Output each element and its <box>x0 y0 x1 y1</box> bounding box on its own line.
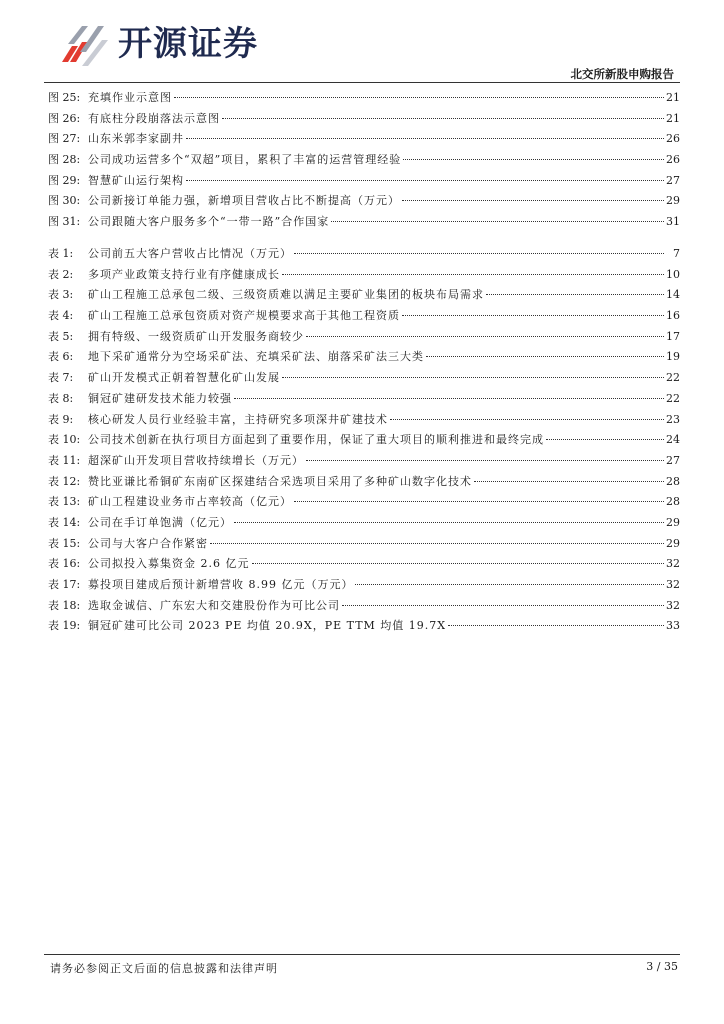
toc-entry-title: 超深矿山开发项目营收持续增长（万元） <box>88 453 304 467</box>
toc-entry-label: 表 16: <box>48 557 81 571</box>
toc-entry-title: 公司在手订单饱满（亿元） <box>88 515 232 529</box>
toc-entry[interactable] <box>48 191 680 212</box>
toc-entry-title: 矿山工程施工总承包资质对资产规模要求高于其他工程资质 <box>88 309 400 323</box>
toc-leader-dots <box>402 200 664 201</box>
toc-leader-dots <box>210 543 664 544</box>
toc-entry-label: 表 4: <box>48 309 74 323</box>
toc-entry-page: 27 <box>666 173 680 187</box>
toc-entry-title: 公司与大客户合作紧密 <box>88 536 208 550</box>
toc-entry-page: 24 <box>666 433 680 447</box>
toc-entry-label: 表 19: <box>48 619 81 633</box>
toc-entry[interactable] <box>48 616 680 637</box>
toc-entry-page: 22 <box>666 371 680 385</box>
toc-entry[interactable] <box>48 129 680 150</box>
toc-entry[interactable] <box>48 389 680 410</box>
toc-leader-dots <box>403 159 664 160</box>
toc-entry-page: 23 <box>666 412 680 426</box>
toc-entry-page: 14 <box>666 288 680 302</box>
toc-entry[interactable] <box>48 492 680 513</box>
toc-leader-dots <box>282 377 664 378</box>
toc-entry-label: 表 9: <box>48 412 74 426</box>
toc-entry-title: 选取金诚信、广东宏大和交建股份作为可比公司 <box>88 598 340 612</box>
toc-entry-label: 表 8: <box>48 391 74 405</box>
toc-leader-dots <box>448 625 664 626</box>
toc-entry-page: 16 <box>666 309 680 323</box>
toc-entry-label: 表 1: <box>48 247 74 260</box>
toc-entry-title: 核心研发人员行业经验丰富，主持研究多项深井矿建技术 <box>88 412 388 426</box>
toc-entry[interactable] <box>48 285 680 306</box>
toc-entry-label: 表 14: <box>48 515 81 529</box>
toc-entry-page: 27 <box>666 453 680 467</box>
toc-entry-page: 29 <box>666 536 680 550</box>
toc-entry-page: 17 <box>666 329 680 343</box>
toc-entry-label: 表 3: <box>48 288 74 302</box>
footer-disclaimer: 请务必参阅正文后面的信息披露和法律声明 <box>50 962 278 975</box>
toc-entry-label: 图 27: <box>48 132 81 146</box>
toc-leader-dots <box>306 460 664 461</box>
toc-entry[interactable] <box>48 327 680 348</box>
toc-entry-title: 多项产业政策支持行业有序健康成长 <box>88 267 280 281</box>
toc-entry-title: 公司拟投入募集资金 2.6 亿元 <box>88 557 250 571</box>
toc-entry[interactable] <box>48 430 680 451</box>
toc-entry-label: 表 5: <box>48 329 74 343</box>
brand-logo-icon <box>58 22 118 70</box>
page-number: 3 / 35 <box>646 960 678 973</box>
toc-entry-title: 有底柱分段崩落法示意图 <box>88 111 220 125</box>
toc-leader-dots <box>282 274 664 275</box>
toc-entry-page: 29 <box>666 194 680 208</box>
toc-entry-page: 29 <box>666 515 680 529</box>
report-type: 北交所新股申购报告 <box>570 67 674 81</box>
toc-entry-page: 33 <box>666 619 680 633</box>
toc-entry[interactable] <box>48 575 680 596</box>
toc-leader-dots <box>252 563 665 564</box>
toc-leader-dots <box>390 419 664 420</box>
toc-entry[interactable] <box>48 368 680 389</box>
toc-leader-dots <box>402 315 664 316</box>
toc-entry[interactable] <box>48 88 680 109</box>
toc-entry-page: 32 <box>666 557 680 571</box>
toc-entry[interactable] <box>48 451 680 472</box>
toc-entry-page: 21 <box>666 111 680 125</box>
toc-entry-title: 公司跟随大客户服务多个“一带一路”合作国家 <box>88 215 330 229</box>
brand-name: 开源证券 <box>118 24 258 64</box>
toc-leader-dots <box>186 180 664 181</box>
toc-entry-title: 拥有特级、一级资质矿山开发服务商较少 <box>88 329 304 343</box>
toc-entry-page: 7 <box>673 247 680 260</box>
toc-leader-dots <box>426 356 664 357</box>
toc-entry-label: 表 2: <box>48 267 74 281</box>
toc-leader-dots <box>546 439 664 440</box>
footer-divider <box>44 954 680 955</box>
toc-entry-page: 31 <box>666 215 680 229</box>
toc-entry-page: 32 <box>666 578 680 591</box>
toc-entry-title: 矿山开发模式正朝着智慧化矿山发展 <box>88 371 280 385</box>
toc-entry[interactable] <box>48 554 680 575</box>
toc-entry[interactable] <box>48 150 680 171</box>
toc-leader-dots <box>294 253 664 254</box>
toc-entry[interactable] <box>48 265 680 286</box>
toc-leader-dots <box>222 118 664 119</box>
toc-entry-label: 图 25: <box>48 91 81 104</box>
toc-entry-title: 智慧矿山运行架构 <box>88 173 184 187</box>
toc-leader-dots <box>234 398 664 399</box>
toc-entry-label: 图 28: <box>48 153 81 167</box>
toc-entry-label: 表 6: <box>48 350 74 364</box>
toc-entry-label: 图 31: <box>48 215 81 229</box>
toc-entry[interactable] <box>48 306 680 327</box>
toc-entry-title: 矿山工程施工总承包二级、三级资质难以满足主要矿业集团的板块布局需求 <box>88 288 484 302</box>
toc-entry[interactable] <box>48 109 680 130</box>
toc-leader-dots <box>306 336 664 337</box>
toc-entry-title: 矿山工程建设业务市占率较高（亿元） <box>88 495 292 509</box>
toc-entry-label: 表 17: <box>48 578 81 591</box>
toc-entry[interactable] <box>48 244 680 265</box>
toc-entry-label: 表 10: <box>48 433 81 447</box>
toc-entry-page: 19 <box>666 350 680 364</box>
toc-leader-dots <box>234 522 664 523</box>
toc-entry-title: 充填作业示意图 <box>88 91 172 104</box>
toc-entry-title: 赞比亚谦比希铜矿东南矿区探建结合采选项目采用了多种矿山数字化技术 <box>88 474 472 488</box>
toc-entry[interactable] <box>48 347 680 368</box>
toc-entry-label: 表 12: <box>48 474 81 488</box>
toc-entry-label: 图 29: <box>48 173 81 187</box>
toc-leader-dots <box>474 481 664 482</box>
toc-leader-dots <box>355 584 664 585</box>
figure-index <box>48 88 680 233</box>
toc-entry-label: 表 13: <box>48 495 81 509</box>
toc-entry-title: 山东米郭李家副井 <box>88 132 184 146</box>
toc-entry-label: 图 26: <box>48 111 81 125</box>
toc-entry-page: 26 <box>666 132 680 146</box>
toc-entry-label: 表 18: <box>48 598 81 612</box>
toc-leader-dots <box>174 97 664 98</box>
toc-entry-title: 铜冠矿建可比公司 2023 PE 均值 20.9X，PE TTM 均值 19.7X <box>88 619 447 633</box>
toc-entry[interactable] <box>48 212 680 233</box>
toc-entry-title: 公司新接订单能力强，新增项目营收占比不断提高（万元） <box>88 194 400 208</box>
toc-entry-label: 表 15: <box>48 536 81 550</box>
toc-leader-dots <box>294 501 664 502</box>
toc-entry[interactable] <box>48 171 680 192</box>
toc-entry-title: 公司前五大客户营收占比情况（万元） <box>88 247 292 260</box>
toc-entry[interactable] <box>48 534 680 555</box>
toc-entry[interactable] <box>48 410 680 431</box>
toc-leader-dots <box>331 221 664 222</box>
header-divider <box>44 82 680 83</box>
toc-entry-title: 公司成功运营多个“双超”项目，累积了丰富的运营管理经验 <box>88 153 402 167</box>
toc-entry-page: 10 <box>666 267 680 281</box>
toc-entry-page: 21 <box>666 91 680 104</box>
toc-entry-title: 铜冠矿建研发技术能力较强 <box>88 391 232 405</box>
toc-entry[interactable] <box>48 513 680 534</box>
toc-entry-page: 28 <box>666 495 680 509</box>
toc-entry-page: 22 <box>666 391 680 405</box>
toc-entry-page: 32 <box>666 598 680 612</box>
toc-leader-dots <box>342 605 664 606</box>
toc-leader-dots <box>186 138 664 139</box>
toc-entry-label: 表 11: <box>48 453 81 467</box>
toc-entry[interactable] <box>48 596 680 617</box>
toc-entry-page: 26 <box>666 153 680 167</box>
toc-entry-title: 地下采矿通常分为空场采矿法、充填采矿法、崩落采矿法三大类 <box>88 350 424 364</box>
toc-entry-page: 28 <box>666 474 680 488</box>
toc-entry-title: 募投项目建成后预计新增营收 8.99 亿元（万元） <box>88 578 354 591</box>
toc-entry-label: 图 30: <box>48 194 81 208</box>
toc-entry[interactable] <box>48 472 680 493</box>
table-index <box>48 244 680 637</box>
toc-entry-label: 表 7: <box>48 371 74 385</box>
toc-entry-title: 公司技术创新在执行项目方面起到了重要作用，保证了重大项目的顺利推进和最终完成 <box>88 433 544 447</box>
toc-leader-dots <box>486 294 664 295</box>
